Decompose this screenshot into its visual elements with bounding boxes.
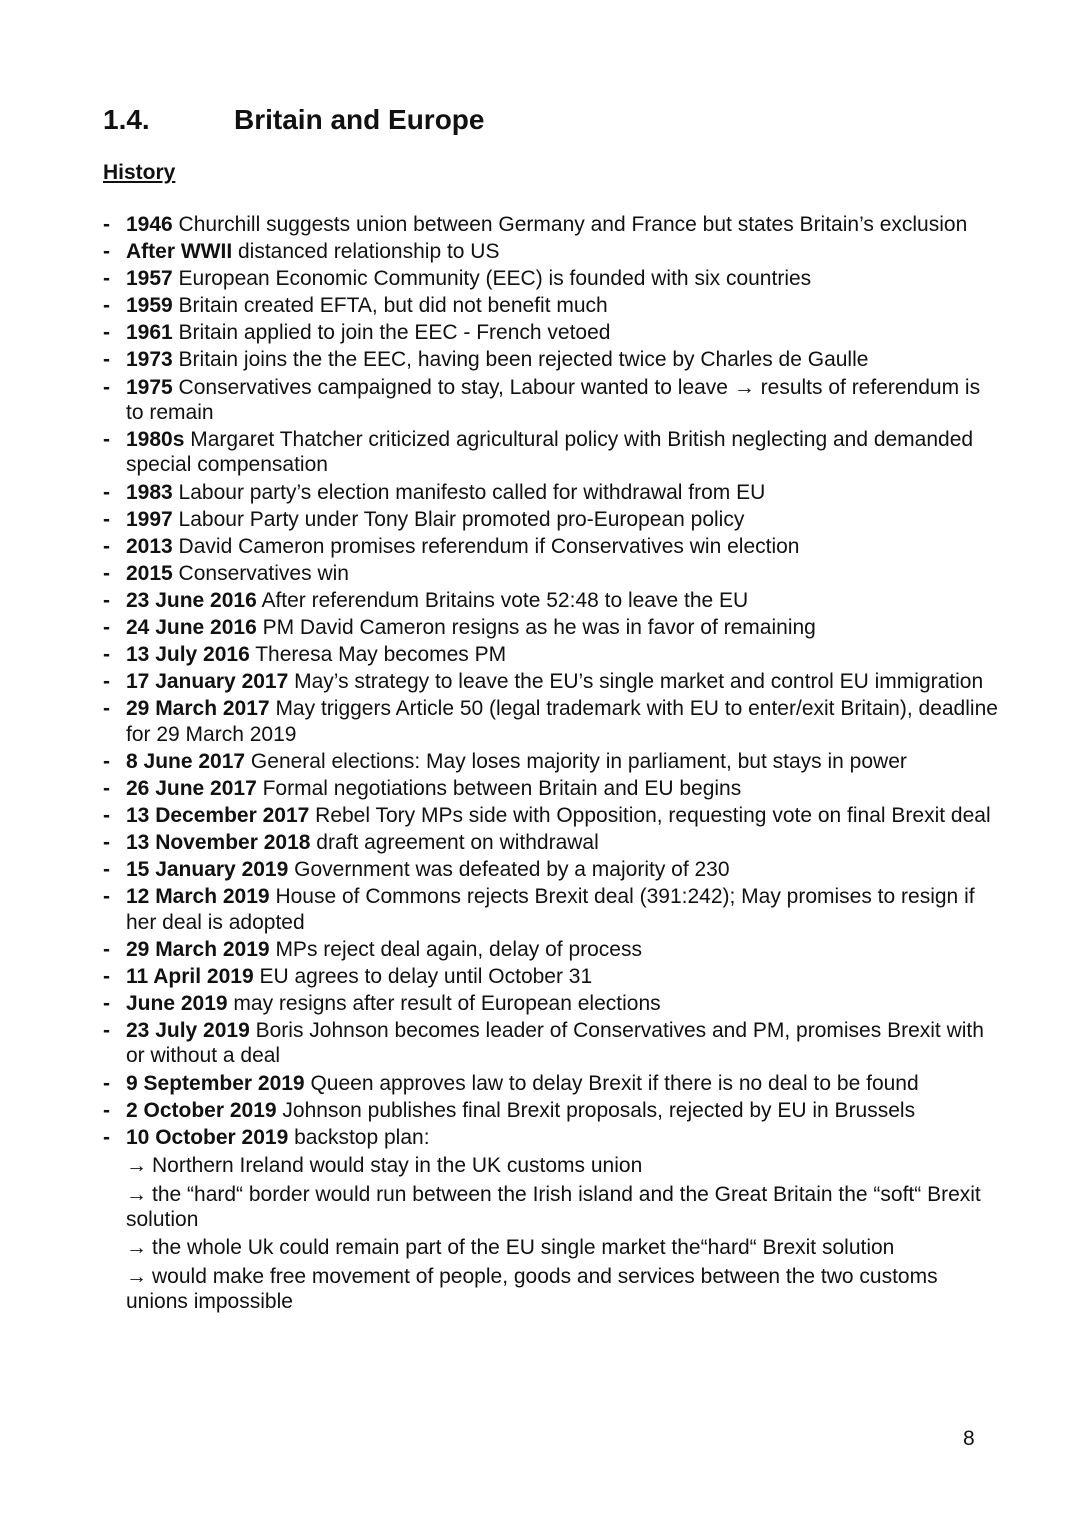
timeline-entry [103, 1125, 1003, 1150]
history-timeline [103, 212, 1003, 1318]
timeline-entry [103, 347, 1003, 372]
bullet-dash: - [103, 375, 110, 399]
timeline-entry [103, 480, 1003, 505]
timeline-date: 29 March 2019 [126, 937, 270, 961]
backstop-point-text: the whole Uk could remain part of the EU single market the“hard“ Brexit solution [152, 1236, 895, 1260]
timeline-date: 1957 [126, 267, 173, 291]
timeline-entry [103, 696, 1003, 747]
timeline-entry [103, 964, 1003, 989]
bullet-dash: - [103, 321, 110, 345]
timeline-date: 13 December 2017 [126, 804, 310, 827]
timeline-text: May triggers Article 50 (legal trademark with EU to enter/exit Britain), deadline for 29 March 2019 [126, 697, 998, 746]
bullet-dash: - [103, 1125, 110, 1149]
timeline-text: distanced relationship to US [232, 240, 500, 264]
timeline-entry [103, 803, 1003, 828]
timeline-entry [103, 427, 1003, 478]
timeline-text: Margaret Thatcher criticized agricultural policy with British neglecting and demanded special compensation [126, 428, 974, 477]
bullet-dash: - [103, 507, 110, 531]
timeline-entry [103, 857, 1003, 882]
bullet-dash: - [103, 561, 110, 585]
bullet-dash: - [103, 588, 110, 612]
timeline-date: 1980s [126, 428, 185, 452]
timeline-date: 1983 [126, 480, 173, 504]
timeline-text: Rebel Tory MPs side with Opposition, requesting vote on final Brexit deal [309, 804, 991, 827]
timeline-date: 24 June 2016 [126, 616, 257, 640]
timeline-entry [103, 1098, 1003, 1123]
timeline-entry [103, 937, 1003, 962]
timeline-text: backstop plan: [288, 1125, 430, 1149]
backstop-point-text: Northern Ireland would stay in the UK customs union [152, 1154, 643, 1178]
timeline-entry [103, 375, 1003, 426]
timeline-date: 15 January 2019 [126, 858, 289, 882]
backstop-point [103, 1235, 1003, 1260]
timeline-text: Theresa May becomes PM [249, 643, 507, 667]
arrow-icon: → [126, 1182, 147, 1206]
timeline-date: 1975 [126, 375, 173, 399]
bullet-dash: - [103, 267, 110, 291]
timeline-date: 12 March 2019 [126, 885, 270, 909]
timeline-entry [103, 642, 1003, 667]
backstop-point [103, 1182, 1003, 1233]
timeline-text: Britain applied to join the EEC - French vetoed [172, 321, 611, 345]
timeline-entry [103, 212, 1003, 237]
timeline-date: 23 June 2016 [126, 588, 257, 612]
arrow-icon: → [126, 1154, 147, 1178]
timeline-date: 1973 [126, 348, 173, 372]
timeline-entry [103, 320, 1003, 345]
timeline-date: 10 October 2019 [126, 1125, 289, 1149]
bullet-dash: - [103, 1019, 110, 1043]
bullet-dash: - [103, 964, 110, 988]
timeline-entry [103, 776, 1003, 801]
bullet-dash: - [103, 697, 110, 721]
history-subheading: History [103, 161, 176, 184]
timeline-date: 23 July 2019 [126, 1019, 250, 1043]
bullet-dash: - [103, 831, 110, 855]
timeline-entry [103, 266, 1003, 291]
timeline-text: European Economic Community (EEC) is founded with six countries [172, 267, 812, 291]
timeline-text: Boris Johnson becomes leader of Conservatives and PM, promises Brexit with or without a deal [126, 1019, 984, 1068]
timeline-entry [103, 561, 1003, 586]
bullet-dash: - [103, 428, 110, 452]
timeline-date: 2 October 2019 [126, 1098, 277, 1122]
bullet-dash: - [103, 294, 110, 318]
timeline-text: Britain created EFTA, but did not benefit much [172, 294, 608, 318]
timeline-date: June 2019 [126, 991, 228, 1015]
timeline-date: 1959 [126, 294, 173, 318]
arrow-icon: → [126, 1236, 147, 1260]
bullet-dash: - [103, 991, 110, 1015]
timeline-text: Formal negotiations between Britain and EU begins [256, 776, 742, 800]
timeline-text: Labour party’s election manifesto called for withdrawal from EU [172, 480, 766, 504]
bullet-dash: - [103, 670, 110, 694]
bullet-dash: - [103, 858, 110, 882]
timeline-text: Britain joins the the EEC, having been rejected twice by Charles de Gaulle [172, 348, 869, 372]
timeline-date: 9 September 2019 [126, 1071, 305, 1095]
bullet-dash: - [103, 749, 110, 773]
timeline-entry [103, 1018, 1003, 1069]
timeline-entry [103, 534, 1003, 559]
bullet-dash: - [103, 643, 110, 667]
timeline-text: David Cameron promises referendum if Conservatives win election [172, 534, 800, 558]
timeline-text: draft agreement on withdrawal [310, 831, 599, 855]
timeline-entry [103, 991, 1003, 1016]
timeline-entry [103, 293, 1003, 318]
timeline-text: Queen approves law to delay Brexit if there is no deal to be found [304, 1071, 919, 1095]
bullet-dash: - [103, 937, 110, 961]
bullet-dash: - [103, 885, 110, 909]
backstop-point-text: the “hard“ border would run between the Irish island and the Great Britain the “soft“ Brexit solution [126, 1182, 981, 1231]
timeline-text: MPs reject deal again, delay of process [269, 937, 642, 961]
timeline-text: Churchill suggests union between Germany and France but states Britain’s exclusion [172, 213, 968, 236]
bullet-dash: - [103, 804, 110, 827]
bullet-dash: - [103, 1071, 110, 1095]
timeline-entry [103, 749, 1003, 774]
bullet-dash: - [103, 616, 110, 640]
arrow-icon: → [126, 1264, 147, 1288]
timeline-text: Johnson publishes final Brexit proposals, rejected by EU in Brussels [276, 1098, 916, 1122]
timeline-text: EU agrees to delay until October 31 [253, 964, 593, 988]
timeline-date: 29 March 2017 [126, 697, 270, 721]
timeline-date: 1961 [126, 321, 173, 345]
bullet-dash: - [103, 213, 110, 236]
timeline-date: 2015 [126, 561, 173, 585]
timeline-date: 11 April 2019 [126, 964, 254, 988]
bullet-dash: - [103, 348, 110, 372]
timeline-date: 2013 [126, 534, 173, 558]
timeline-text: General elections: May loses majority in parliament, but stays in power [245, 749, 907, 773]
timeline-date: 26 June 2017 [126, 776, 257, 800]
timeline-entry [103, 1071, 1003, 1096]
bullet-dash: - [103, 480, 110, 504]
timeline-date: 13 November 2018 [126, 831, 311, 855]
timeline-entry [103, 615, 1003, 640]
timeline-entry [103, 669, 1003, 694]
backstop-point [103, 1153, 1003, 1178]
timeline-text: May’s strategy to leave the EU’s single market and control EU immigration [288, 670, 984, 694]
timeline-date: 8 June 2017 [126, 749, 246, 773]
timeline-date: 17 January 2017 [126, 670, 289, 694]
timeline-entry [103, 507, 1003, 532]
timeline-date: 1997 [126, 507, 173, 531]
timeline-text: Conservatives campaigned to stay, Labour wanted to leave → results of referendum is to remain [126, 375, 981, 424]
timeline-date: 1946 [126, 213, 173, 236]
timeline-text: Labour Party under Tony Blair promoted pro-European policy [172, 507, 745, 531]
page-number: 8 [963, 1427, 975, 1450]
timeline-text: Government was defeated by a majority of 230 [288, 858, 730, 882]
timeline-date: 13 July 2016 [126, 643, 250, 667]
timeline-date: After WWII [126, 240, 233, 264]
timeline-text: After referendum Britains vote 52:48 to leave the EU [256, 588, 749, 612]
timeline-text: House of Commons rejects Brexit deal (391:242); May promises to resign if her deal is adopted [126, 885, 975, 934]
bullet-dash: - [103, 534, 110, 558]
timeline-text: Conservatives win [172, 561, 349, 585]
bullet-dash: - [103, 240, 110, 264]
bullet-dash: - [103, 1098, 110, 1122]
backstop-point [103, 1264, 1003, 1315]
timeline-entry [103, 588, 1003, 613]
heading-title: Britain and Europe [234, 104, 485, 135]
timeline-text: may resigns after result of European elections [227, 991, 661, 1015]
timeline-text: PM David Cameron resigns as he was in favor of remaining [256, 616, 816, 640]
bullet-dash: - [103, 776, 110, 800]
timeline-entry [103, 239, 1003, 264]
timeline-entry [103, 884, 1003, 935]
heading-number: 1.4. [103, 104, 150, 135]
backstop-point-text: would make free movement of people, goods and services between the two customs unions impossible [126, 1264, 938, 1314]
timeline-entry [103, 830, 1003, 855]
